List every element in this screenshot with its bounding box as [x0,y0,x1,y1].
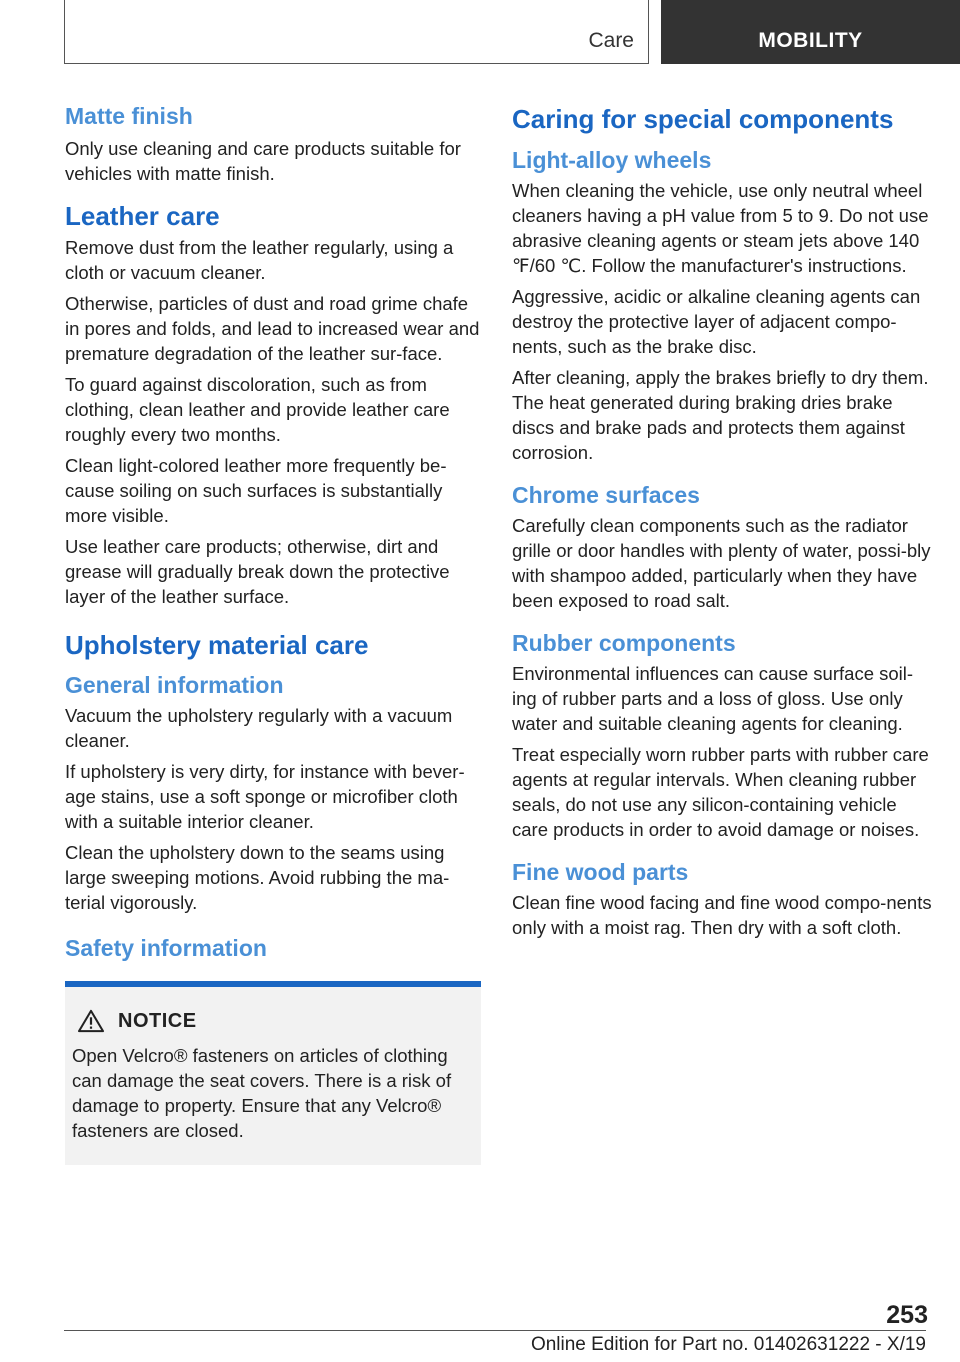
right-column [512,100,932,946]
paragraph: If upholstery is very dirty, for instance with bever‐age stains, use a soft sponge or microfiber cloth with a suitable interior cleaner. [65,761,465,832]
header-chapter-title: MOBILITY [758,29,863,52]
notice-text: Open Velcro® fasteners on articles of clothing can damage the seat covers. There is a risk of damage to property. Ensure that any Velcro® fasteners are closed. [72,1045,452,1141]
notice-box [65,981,481,1165]
heading-light-alloy-wheels: Light-alloy wheels [512,147,712,173]
left-column [65,100,481,1165]
header-chapter-box [661,0,960,64]
paragraph: Otherwise, particles of dust and road grime chafe in pores and folds, and lead to increased wear and premature degradation of the leather sur‐face. [65,293,480,364]
page-number: 253 [886,1301,928,1329]
paragraph: When cleaning the vehicle, use only neutral wheel cleaners having a pH value from 5 to 9. Do not use abrasive cleaning agents or steam jets above 140 ℉/60 ℃. Follow the manufacturer's instructions. [512,180,929,276]
heading-safety-information: Safety information [65,935,267,961]
heading-chrome-surfaces: Chrome surfaces [512,482,700,508]
paragraph: Remove dust from the leather regularly, using a cloth or vacuum cleaner. [65,237,454,283]
heading-leather-care: Leather care [65,201,220,231]
paragraph: Use leather care products; otherwise, dirt and grease will gradually break down the protective layer of the leather surface. [65,536,450,607]
heading-rubber-components: Rubber components [512,630,736,656]
warning-triangle-icon [76,1009,106,1033]
header-section-title: Care [588,29,634,52]
paragraph: Only use cleaning and care products suitable for vehicles with matte finish. [65,138,461,184]
paragraph: Treat especially worn rubber parts with rubber care agents at regular intervals. When cleaning rubber seals, do not use any silicon-containing vehicle care products in order to avoid damage or noises. [512,744,929,840]
paragraph: Clean the upholstery down to the seams using large sweeping motions. Avoid rubbing the ma‐terial vigorously. [65,842,450,913]
notice-title: NOTICE [118,1009,197,1032]
header-section-box [64,0,649,64]
paragraph: Clean light-colored leather more frequently be‐cause soiling on such surfaces is substantially more visible. [65,455,447,526]
notice-header [72,1009,474,1033]
heading-upholstery-care: Upholstery material care [65,630,369,660]
footer-divider [64,1330,862,1331]
heading-special-components: Caring for special components [512,104,894,134]
paragraph: Clean fine wood facing and fine wood compo‐nents only with a moist rag. Then dry with a soft cloth. [512,892,932,938]
paragraph: Environmental influences can cause surface soil‐ing of rubber parts and a loss of gloss. Use only water and suitable cleaning agents for cleaning. [512,663,914,734]
heading-fine-wood-parts: Fine wood parts [512,859,689,885]
footer-edition-text: Online Edition for Part no. 01402631222 - X/19 [530,1334,926,1355]
paragraph: Aggressive, acidic or alkaline cleaning agents can destroy the protective layer of adjacent compo‐nents, such as the brake disc. [512,286,921,357]
heading-matte-finish: Matte finish [65,103,193,129]
footer-divider [862,1330,926,1331]
paragraph: After cleaning, apply the brakes briefly to dry them. The heat generated during braking dries brake discs and brake pads and protects them against corrosion. [512,367,929,463]
paragraph: Carefully clean components such as the radiator grille or door handles with plenty of water, possi‐bly with shampoo added, particularly when they have been exposed to road salt. [512,515,931,611]
paragraph: To guard against discoloration, such as from clothing, clean leather and provide leather care roughly every two months. [65,374,450,445]
heading-general-information: General information [65,672,284,698]
paragraph: Vacuum the upholstery regularly with a vacuum cleaner. [65,705,453,751]
